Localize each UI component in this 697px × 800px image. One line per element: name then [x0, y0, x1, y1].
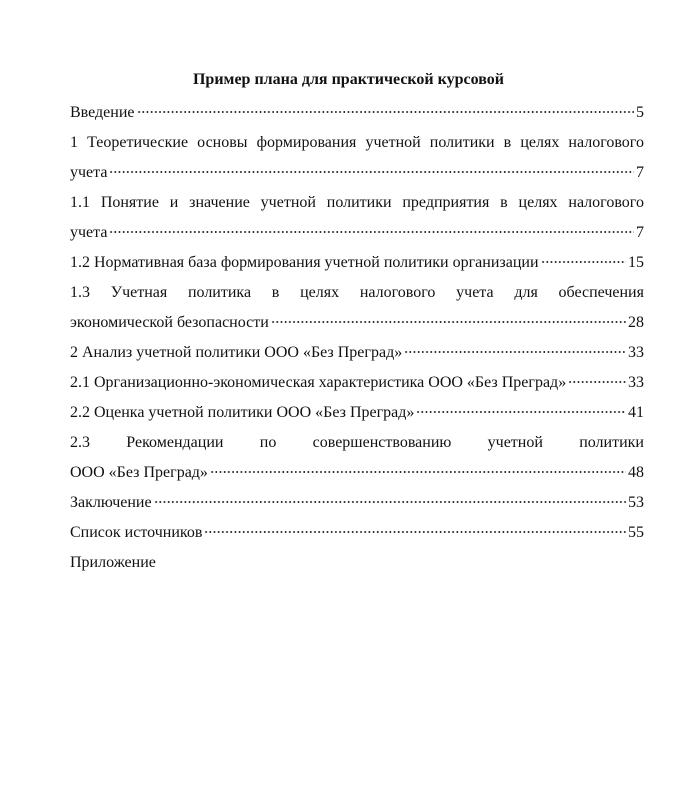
toc-word: политики [429, 134, 495, 151]
toc-entry-label: 2.2 Оценка учетной политики ООО «Без Преград» [70, 404, 415, 421]
toc-page-number: 7 [636, 224, 644, 241]
toc-word: учетной [260, 194, 316, 211]
toc-word: целях [520, 134, 560, 151]
toc-entry-label: 2.1 Организационно-экономическая характеристика ООО «Без Преград» [70, 374, 567, 391]
toc-entry-introduction [70, 98, 644, 128]
toc-page-number: 7 [636, 164, 644, 181]
toc-page-number: 41 [628, 404, 644, 421]
dot-leader [204, 531, 626, 533]
toc-word: учетной [487, 434, 543, 451]
dot-leader [404, 351, 626, 353]
toc-word: совершенствованию [312, 434, 452, 451]
toc-word: по [259, 434, 277, 451]
toc-word: политики [326, 194, 392, 211]
toc-entry-label: 1.2 Нормативная база формирования учетной политики организации [70, 254, 539, 271]
toc-word: предприятия [402, 194, 490, 211]
toc-entry-1-line2 [70, 158, 644, 188]
toc-entry-label: 2 Анализ учетной политики ООО «Без Преград» [70, 344, 403, 361]
toc-word: Теоретические [87, 134, 189, 151]
toc-word: 2.3 [70, 434, 90, 451]
toc-word: целях [518, 194, 558, 211]
toc-entry-1-1-line1 [70, 188, 644, 218]
toc-word: 1.3 [70, 284, 90, 301]
toc-word: 1 [70, 134, 78, 151]
toc-entry-label: учета [70, 224, 108, 241]
toc-page-number: 53 [628, 494, 644, 511]
dot-leader [109, 171, 634, 173]
toc-word: и [169, 194, 179, 211]
toc-entry-appendix [70, 548, 644, 578]
toc-entry-label: экономической безопасности [70, 314, 269, 331]
toc-page-number: 28 [628, 314, 644, 331]
toc-entry-1-2 [70, 248, 644, 278]
dot-leader [271, 321, 626, 323]
dot-leader [109, 231, 634, 233]
toc-entry-2-3-line2 [70, 458, 644, 488]
toc-entry-label: учета [70, 164, 108, 181]
toc-word: обеспечения [558, 284, 644, 301]
toc-word: в [500, 194, 508, 211]
dot-leader [541, 261, 626, 263]
toc-word: политика [187, 284, 252, 301]
toc-entry-references [70, 518, 644, 548]
toc-page-number: 48 [628, 464, 644, 481]
toc-word: налогового [568, 134, 644, 151]
toc-entry-conclusion [70, 488, 644, 518]
toc-word: политики [579, 434, 644, 451]
dot-leader [568, 381, 626, 383]
dot-leader [416, 411, 626, 413]
toc-word: в [503, 134, 512, 151]
dot-leader [210, 471, 626, 473]
toc-word: 1.1 [70, 194, 90, 211]
toc-word: учетной [365, 134, 421, 151]
toc-entry-1-3-line2 [70, 308, 644, 338]
document-title: Пример плана для практической курсовой [192, 71, 504, 88]
toc-entry-2 [70, 338, 644, 368]
toc-entry-1-1-line2 [70, 218, 644, 248]
toc-page-number: 55 [628, 524, 644, 541]
toc-page-number: 5 [636, 104, 644, 121]
toc-word: для [514, 284, 538, 301]
table-of-contents [70, 98, 644, 578]
toc-word: Понятие [100, 194, 159, 211]
dot-leader [137, 111, 635, 113]
toc-entry-1-line1 [70, 128, 644, 158]
dot-leader [154, 501, 626, 503]
toc-word: налогового [568, 194, 644, 211]
toc-word: значение [189, 194, 250, 211]
toc-word: налогового [359, 284, 436, 301]
toc-page-number: 33 [628, 374, 644, 391]
toc-entry-label: Заключение [70, 494, 152, 511]
toc-word: основы [197, 134, 248, 151]
toc-word: целях [300, 284, 340, 301]
toc-entry-label: Приложение [70, 554, 156, 571]
toc-page-number: 33 [628, 344, 644, 361]
toc-word: учета [456, 284, 494, 301]
toc-entry-2-2 [70, 398, 644, 428]
toc-word: формирования [256, 134, 357, 151]
toc-entry-2-3-line1 [70, 428, 644, 458]
toc-word: в [271, 284, 280, 301]
toc-entry-2-1 [70, 368, 644, 398]
toc-entry-label: Список источников [70, 524, 203, 541]
toc-entry-label: Введение [70, 104, 135, 121]
toc-word: Учетная [110, 284, 168, 301]
toc-entry-1-3-line1 [70, 278, 644, 308]
toc-word: Рекомендации [126, 434, 224, 451]
toc-page-number: 15 [628, 254, 644, 271]
toc-entry-label: ООО «Без Преград» [70, 464, 208, 481]
